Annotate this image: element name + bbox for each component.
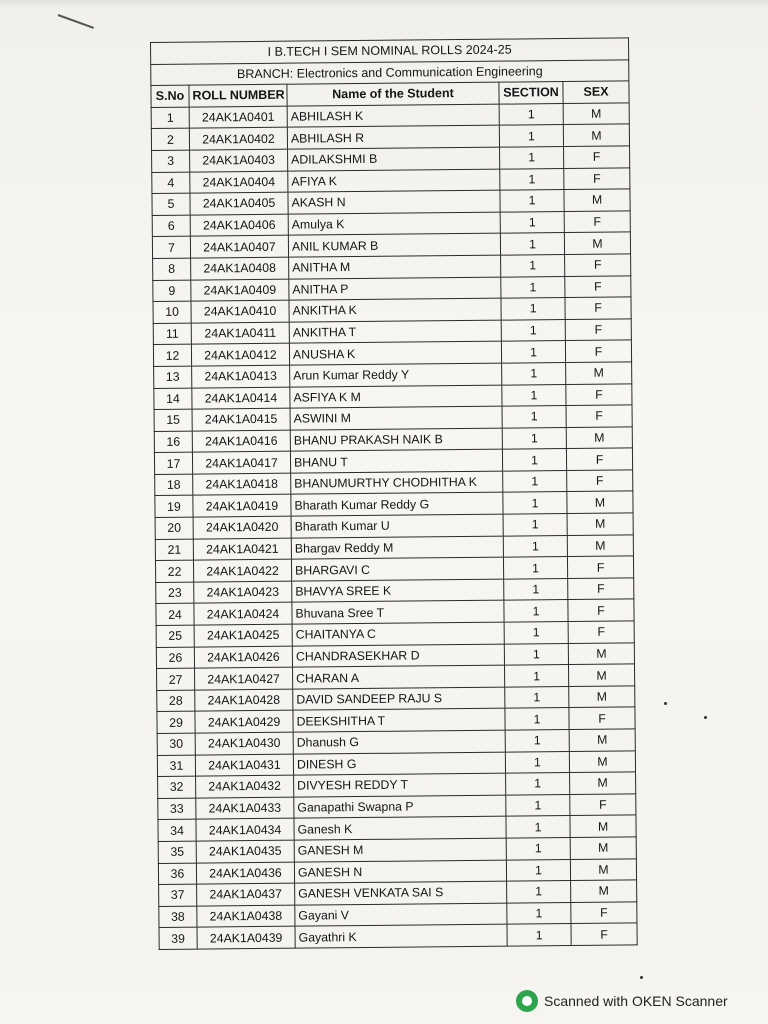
row-sno: 34	[158, 819, 196, 841]
row-sno: 25	[156, 625, 194, 647]
row-student-name: AKASH N	[288, 190, 500, 214]
row-sno: 33	[158, 798, 196, 820]
row-section: 1	[500, 147, 564, 169]
row-roll-number: 24AK1A0421	[193, 538, 291, 561]
oken-scanner-logo-icon	[516, 990, 538, 1012]
scan-speck	[640, 976, 643, 979]
row-sex: M	[567, 513, 633, 535]
row-student-name: CHAITANYA C	[292, 622, 504, 646]
row-sex: F	[566, 383, 632, 405]
row-sex: M	[570, 858, 636, 880]
row-sex: M	[569, 729, 635, 751]
column-header-sex: SEX	[563, 81, 629, 103]
row-student-name: ANIL KUMAR B	[288, 233, 500, 257]
document-title: I B.TECH I SEM NOMINAL ROLLS 2024-25	[151, 38, 629, 64]
row-roll-number: 24AK1A0425	[194, 624, 292, 647]
row-roll-number: 24AK1A0409	[191, 279, 289, 302]
row-sno: 1	[151, 107, 189, 129]
row-sex: M	[567, 491, 633, 513]
row-student-name: Bhargav Reddy M	[291, 536, 503, 560]
row-roll-number: 24AK1A0424	[194, 603, 292, 626]
row-sno: 28	[157, 690, 195, 712]
row-student-name: Amulya K	[288, 212, 500, 236]
row-student-name: Ganesh K	[294, 816, 506, 840]
column-header-sno: S.No	[151, 85, 189, 107]
row-sex: F	[565, 340, 631, 362]
row-section: 1	[505, 708, 569, 730]
row-sno: 20	[155, 517, 193, 539]
row-student-name: ABHILASH K	[287, 104, 499, 128]
row-section: 1	[506, 773, 570, 795]
row-sex: M	[571, 880, 637, 902]
row-roll-number: 24AK1A0435	[196, 840, 294, 863]
row-roll-number: 24AK1A0405	[190, 192, 288, 215]
row-student-name: Dhanush G	[293, 730, 505, 754]
row-section: 1	[500, 168, 564, 190]
row-student-name: ANITHA P	[289, 277, 501, 301]
branch-heading: BRANCH: Electronics and Communication Engineering	[151, 59, 629, 85]
row-sex: M	[570, 837, 636, 859]
row-student-name: Bharath Kumar Reddy G	[291, 493, 503, 517]
row-section: 1	[504, 643, 568, 665]
row-sex: M	[563, 103, 629, 125]
row-sex: F	[564, 146, 630, 168]
row-sno: 5	[152, 193, 190, 215]
row-student-name: ADILAKSHMI B	[288, 147, 500, 171]
row-section: 1	[499, 125, 563, 147]
row-section: 1	[501, 319, 565, 341]
row-sex: M	[568, 643, 634, 665]
row-roll-number: 24AK1A0407	[190, 236, 288, 259]
row-student-name: GANESH N	[294, 860, 506, 884]
nominal-rolls-table	[150, 37, 638, 949]
row-section: 1	[501, 341, 565, 363]
row-student-name: CHANDRASEKHAR D	[292, 644, 504, 668]
row-sno: 22	[155, 560, 193, 582]
row-student-name: DINESH G	[293, 752, 505, 776]
row-sno: 6	[152, 215, 190, 237]
row-sno: 17	[154, 452, 192, 474]
row-sex: F	[567, 470, 633, 492]
row-section: 1	[503, 492, 567, 514]
row-student-name: DIVYESH REDDY T	[294, 773, 506, 797]
row-roll-number: 24AK1A0431	[195, 754, 293, 777]
row-section: 1	[504, 665, 568, 687]
row-student-name: ASFIYA K M	[290, 385, 502, 409]
row-roll-number: 24AK1A0401	[189, 106, 287, 129]
row-sex: F	[564, 167, 630, 189]
row-section: 1	[507, 902, 571, 924]
row-sex: M	[566, 362, 632, 384]
pen-scratch-mark	[58, 14, 94, 29]
row-sno: 19	[155, 496, 193, 518]
nominal-rolls-sheet	[150, 37, 637, 949]
table-body	[151, 103, 637, 950]
scanner-watermark	[516, 990, 728, 1012]
row-sno: 26	[156, 647, 194, 669]
row-roll-number: 24AK1A0419	[193, 495, 291, 518]
row-roll-number: 24AK1A0438	[197, 905, 295, 928]
row-section: 1	[500, 211, 564, 233]
row-student-name: Arun Kumar Reddy Y	[290, 363, 502, 387]
row-sno: 12	[153, 344, 191, 366]
row-student-name: ANITHA M	[289, 255, 501, 279]
row-roll-number: 24AK1A0439	[197, 926, 295, 949]
row-sex: F	[568, 578, 634, 600]
row-sex: F	[565, 275, 631, 297]
row-sno: 23	[156, 582, 194, 604]
row-roll-number: 24AK1A0430	[195, 732, 293, 755]
row-section: 1	[503, 470, 567, 492]
row-roll-number: 24AK1A0428	[195, 689, 293, 712]
row-sex: F	[565, 297, 631, 319]
row-roll-number: 24AK1A0426	[194, 646, 292, 669]
row-section: 1	[503, 535, 567, 557]
row-section: 1	[507, 881, 571, 903]
row-sno: 14	[154, 388, 192, 410]
row-sex: F	[565, 254, 631, 276]
row-section: 1	[505, 686, 569, 708]
row-roll-number: 24AK1A0420	[193, 516, 291, 539]
row-sno: 11	[153, 323, 191, 345]
row-sex: F	[564, 211, 630, 233]
row-roll-number: 24AK1A0413	[192, 365, 290, 388]
row-student-name: BHANUMURTHY CHODHITHA K	[291, 471, 503, 495]
row-student-name: BHARGAVI C	[291, 557, 503, 581]
row-section: 1	[504, 600, 568, 622]
row-sno: 18	[155, 474, 193, 496]
row-sex: M	[564, 232, 630, 254]
row-student-name: GANESH VENKATA SAI S	[295, 881, 507, 905]
row-sex: F	[566, 405, 632, 427]
row-roll-number: 24AK1A0422	[193, 559, 291, 582]
row-sex: M	[569, 686, 635, 708]
row-sex: M	[566, 427, 632, 449]
row-roll-number: 24AK1A0432	[196, 775, 294, 798]
row-sno: 36	[158, 863, 196, 885]
row-student-name: BHANU PRAKASH NAIK B	[290, 428, 502, 452]
row-section: 1	[501, 254, 565, 276]
row-sno: 21	[155, 539, 193, 561]
row-sex: F	[569, 707, 635, 729]
row-roll-number: 24AK1A0414	[192, 387, 290, 410]
row-sno: 4	[152, 172, 190, 194]
row-sno: 7	[152, 236, 190, 258]
row-roll-number: 24AK1A0417	[192, 451, 290, 474]
scanner-watermark-text: Scanned with OKEN Scanner	[544, 993, 728, 1009]
row-section: 1	[506, 837, 570, 859]
row-section: 1	[504, 578, 568, 600]
row-roll-number: 24AK1A0434	[196, 819, 294, 842]
row-section: 1	[502, 362, 566, 384]
row-roll-number: 24AK1A0402	[189, 128, 287, 151]
row-roll-number: 24AK1A0406	[190, 214, 288, 237]
row-sex: F	[565, 319, 631, 341]
row-student-name: ANUSHA K	[289, 341, 501, 365]
column-header-roll-number: ROLL NUMBER	[189, 84, 287, 107]
row-student-name: Bhuvana Sree T	[292, 601, 504, 625]
row-section: 1	[500, 190, 564, 212]
row-section: 1	[502, 427, 566, 449]
row-sex: F	[571, 923, 637, 945]
row-student-name: DAVID SANDEEP RAJU S	[293, 687, 505, 711]
row-sex: F	[568, 621, 634, 643]
row-roll-number: 24AK1A0410	[191, 300, 289, 323]
row-section: 1	[499, 103, 563, 125]
row-student-name: BHAVYA SREE K	[292, 579, 504, 603]
row-sno: 35	[158, 841, 196, 863]
row-sex: M	[570, 815, 636, 837]
row-student-name: ABHILASH R	[287, 126, 499, 150]
row-sno: 24	[156, 604, 194, 626]
table-row	[159, 923, 637, 949]
row-student-name: BHANU T	[290, 449, 502, 473]
row-sex: M	[567, 535, 633, 557]
row-sno: 39	[159, 927, 197, 949]
row-sex: M	[563, 124, 629, 146]
row-sex: M	[564, 189, 630, 211]
row-student-name: ASWINI M	[290, 406, 502, 430]
scan-speck	[664, 702, 667, 705]
row-section: 1	[502, 406, 566, 428]
row-sno: 31	[157, 755, 195, 777]
row-roll-number: 24AK1A0403	[190, 149, 288, 172]
column-header-section: SECTION	[499, 82, 563, 104]
row-roll-number: 24AK1A0436	[196, 862, 294, 885]
row-student-name: CHARAN A	[293, 665, 505, 689]
row-sno: 38	[159, 906, 197, 928]
row-sno: 10	[153, 301, 191, 323]
row-sno: 16	[154, 431, 192, 453]
row-roll-number: 24AK1A0404	[190, 171, 288, 194]
row-sex: M	[570, 772, 636, 794]
row-student-name: Gayani V	[295, 903, 507, 927]
row-student-name: Ganapathi Swapna P	[294, 795, 506, 819]
row-student-name: DEEKSHITHA T	[293, 709, 505, 733]
row-student-name: Bharath Kumar U	[291, 514, 503, 538]
row-sno: 15	[154, 409, 192, 431]
row-sex: M	[569, 750, 635, 772]
page-top-edge	[0, 0, 768, 8]
row-sno: 9	[153, 280, 191, 302]
row-roll-number: 24AK1A0411	[191, 322, 289, 345]
row-sno: 29	[157, 712, 195, 734]
row-section: 1	[502, 449, 566, 471]
row-roll-number: 24AK1A0429	[195, 711, 293, 734]
row-sno: 30	[157, 733, 195, 755]
row-sex: F	[568, 599, 634, 621]
row-section: 1	[501, 298, 565, 320]
scan-speck	[704, 716, 707, 719]
row-student-name: Gayathri K	[295, 924, 507, 948]
column-header-student-name: Name of the Student	[287, 82, 499, 106]
row-section: 1	[500, 233, 564, 255]
row-sex: F	[567, 556, 633, 578]
row-sno: 37	[159, 884, 197, 906]
row-roll-number: 24AK1A0433	[196, 797, 294, 820]
row-section: 1	[507, 924, 571, 946]
row-section: 1	[501, 276, 565, 298]
row-section: 1	[504, 622, 568, 644]
row-student-name: GANESH M	[294, 838, 506, 862]
row-roll-number: 24AK1A0415	[192, 408, 290, 431]
row-roll-number: 24AK1A0437	[197, 883, 295, 906]
row-roll-number: 24AK1A0418	[193, 473, 291, 496]
row-student-name: AFIYA K	[288, 169, 500, 193]
row-section: 1	[506, 794, 570, 816]
row-sex: F	[566, 448, 632, 470]
row-sno: 27	[157, 668, 195, 690]
row-roll-number: 24AK1A0427	[195, 667, 293, 690]
row-sex: F	[570, 794, 636, 816]
row-section: 1	[503, 514, 567, 536]
row-section: 1	[503, 557, 567, 579]
row-sex: F	[571, 902, 637, 924]
row-section: 1	[506, 859, 570, 881]
row-section: 1	[506, 816, 570, 838]
row-roll-number: 24AK1A0423	[194, 581, 292, 604]
row-section: 1	[505, 751, 569, 773]
row-section: 1	[502, 384, 566, 406]
row-sex: M	[568, 664, 634, 686]
row-student-name: ANKITHA T	[289, 320, 501, 344]
row-roll-number: 24AK1A0412	[191, 343, 289, 366]
row-sno: 32	[158, 776, 196, 798]
row-sno: 13	[154, 366, 192, 388]
row-sno: 3	[152, 150, 190, 172]
row-student-name: ANKITHA K	[289, 298, 501, 322]
row-roll-number: 24AK1A0416	[192, 430, 290, 453]
row-roll-number: 24AK1A0408	[191, 257, 289, 280]
row-sno: 8	[153, 258, 191, 280]
row-sno: 2	[151, 129, 189, 151]
row-section: 1	[505, 730, 569, 752]
